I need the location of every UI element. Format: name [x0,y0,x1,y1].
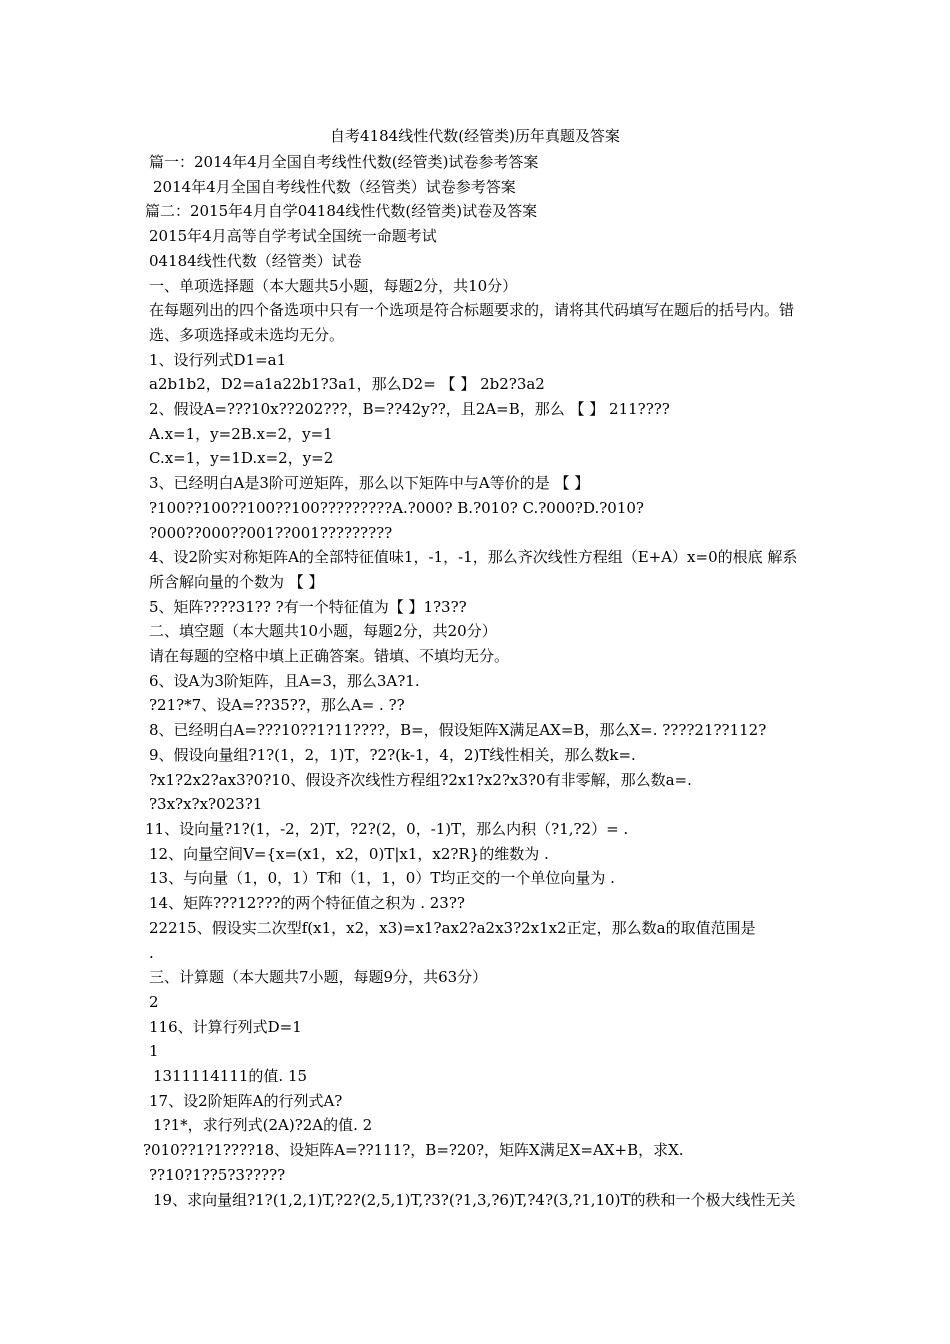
text-line: ?000??000??001??001????????? [149,523,393,542]
text-line: ??10?1??5?3????? [149,1165,286,1184]
text-line: 9、假设向量组?1?(1，2，1)T，?2?(k-1，4，2)T线性相关，那么数k=. [149,745,636,764]
text-line: 2014年4月全国自考线性代数（经管类）试卷参考答案 [153,177,516,196]
text-line: 篇一：2014年4月全国自考线性代数(经管类)试卷参考答案 [149,153,539,171]
text-line: 二、填空题（本大题共10小题，每题2分，共20分） [149,622,497,641]
text-line: 5、矩阵????31?? ?有一个特征值为【 】1?3?? [149,597,467,616]
text-line: 6、设A为3阶矩阵，且A=3，那么3A?1. [149,671,420,690]
text-line: ?3x?x?x?023?1 [149,795,263,814]
text-line: 2、假设A=???10x??202???，B=??42y??，且2A=B，那么 【 】 211???? [149,400,670,419]
text-line: 22215、假设实二次型f(x1，x2，x3)=x1?ax2?a2x3?2x1x2正定，那么数a的取值范围是 [149,918,756,937]
text-line: ?010??1?1????18、设矩阵A=??111?，B=?20?，矩阵X满足X=AX+B，求X. [143,1141,684,1160]
text-line: 三、计算题（本大题共7小题，每题9分，共63分） [149,968,488,987]
text-line: 篇二：2015年4月自学04184线性代数(经管类)试卷及答案 [145,202,538,221]
text-line: 一、单项选择题（本大题共5小题，每题2分，共10分） [149,276,518,295]
text-line: . [149,943,154,962]
text-line: A.x=1，y=2B.x=2，y=1 [149,424,333,443]
text-line: 1、设行列式D1=a1 [149,350,287,369]
document-body [145,150,810,1212]
text-line: 3、已经明白A是3阶可逆矩阵，那么以下矩阵中与A等价的是 【 】 [149,474,590,493]
text-line: ?100??100??100??100?????????A.?000? B.?010? C.?000?D.?010? [149,498,644,517]
text-line: 2 [149,992,159,1011]
text-line: 116、计算行列式D=1 [149,1017,302,1036]
text-line: 1?1*，求行列式(2A)?2A的值. 2 [153,1116,373,1135]
text-line: 请在每题的空格中填上正确答案。错填、不填均无分。 [149,647,510,666]
text-line: 19、求向量组?1?(1,2,1)T,?2?(2,5,1)T,?3?(?1,3,?6)T,?4?(3,?1,10)T的秩和一个极大线性无关 [153,1190,796,1209]
text-line: 1 [149,1042,159,1061]
text-line: 2015年4月高等自学考试全国统一命题考试 [149,227,437,246]
document-title: 自考4184线性代数(经管类)历年真题及答案 [330,127,620,145]
text-line: C.x=1，y=1D.x=2，y=2 [149,449,334,468]
text-line: 8、已经明白A=???10??1?11????，B=，假设矩阵X满足AX=B，那么X=. ????21??112? [149,721,767,740]
text-line: ?x1?2x2?ax3?0?10、假设齐次线性方程组?2x1?x2?x3?0有非零解，那么数a=. [149,770,692,789]
text-line: 12、向量空间V={x=(x1，x2，0)T|x1，x2?R}的维数为 . [149,844,549,863]
text-line: 13、与向量（1，0，1）T和（1，1，0）T均正交的一个单位向量为 . [149,869,615,888]
text-line: ?21?*7、设A=??35??，那么A= . ?? [149,696,405,715]
text-line: a2b1b2，D2=a1a22b1?3a1，那么D2= 【 】 2b2?3a2 [149,375,545,394]
text-paragraph: 在每题列出的四个备选项中只有一个选项是符合标题要求的，请将其代码填写在题后的括号内。错选、多项选择或未选均无分。 [149,301,795,344]
text-line: 17、设2阶矩阵A的行列式A? [149,1091,343,1110]
text-line: 04184线性代数（经管类）试卷 [149,251,362,270]
text-line: 1311114111的值. 15 [153,1067,308,1086]
text-paragraph: 4、设2阶实对称矩阵A的全部特征值味1，-1，-1，那么齐次线性方程组（E+A）x=0的根底 解系所含解向量的个数为 【 】 [149,548,798,591]
text-line: 11、设向量?1?(1，-2，2)T，?2?(2，0，-1)T，那么内积（?1,?2）= . [145,819,629,838]
text-line: 14、矩阵???12???的两个特征值之积为 . 23?? [149,894,465,913]
